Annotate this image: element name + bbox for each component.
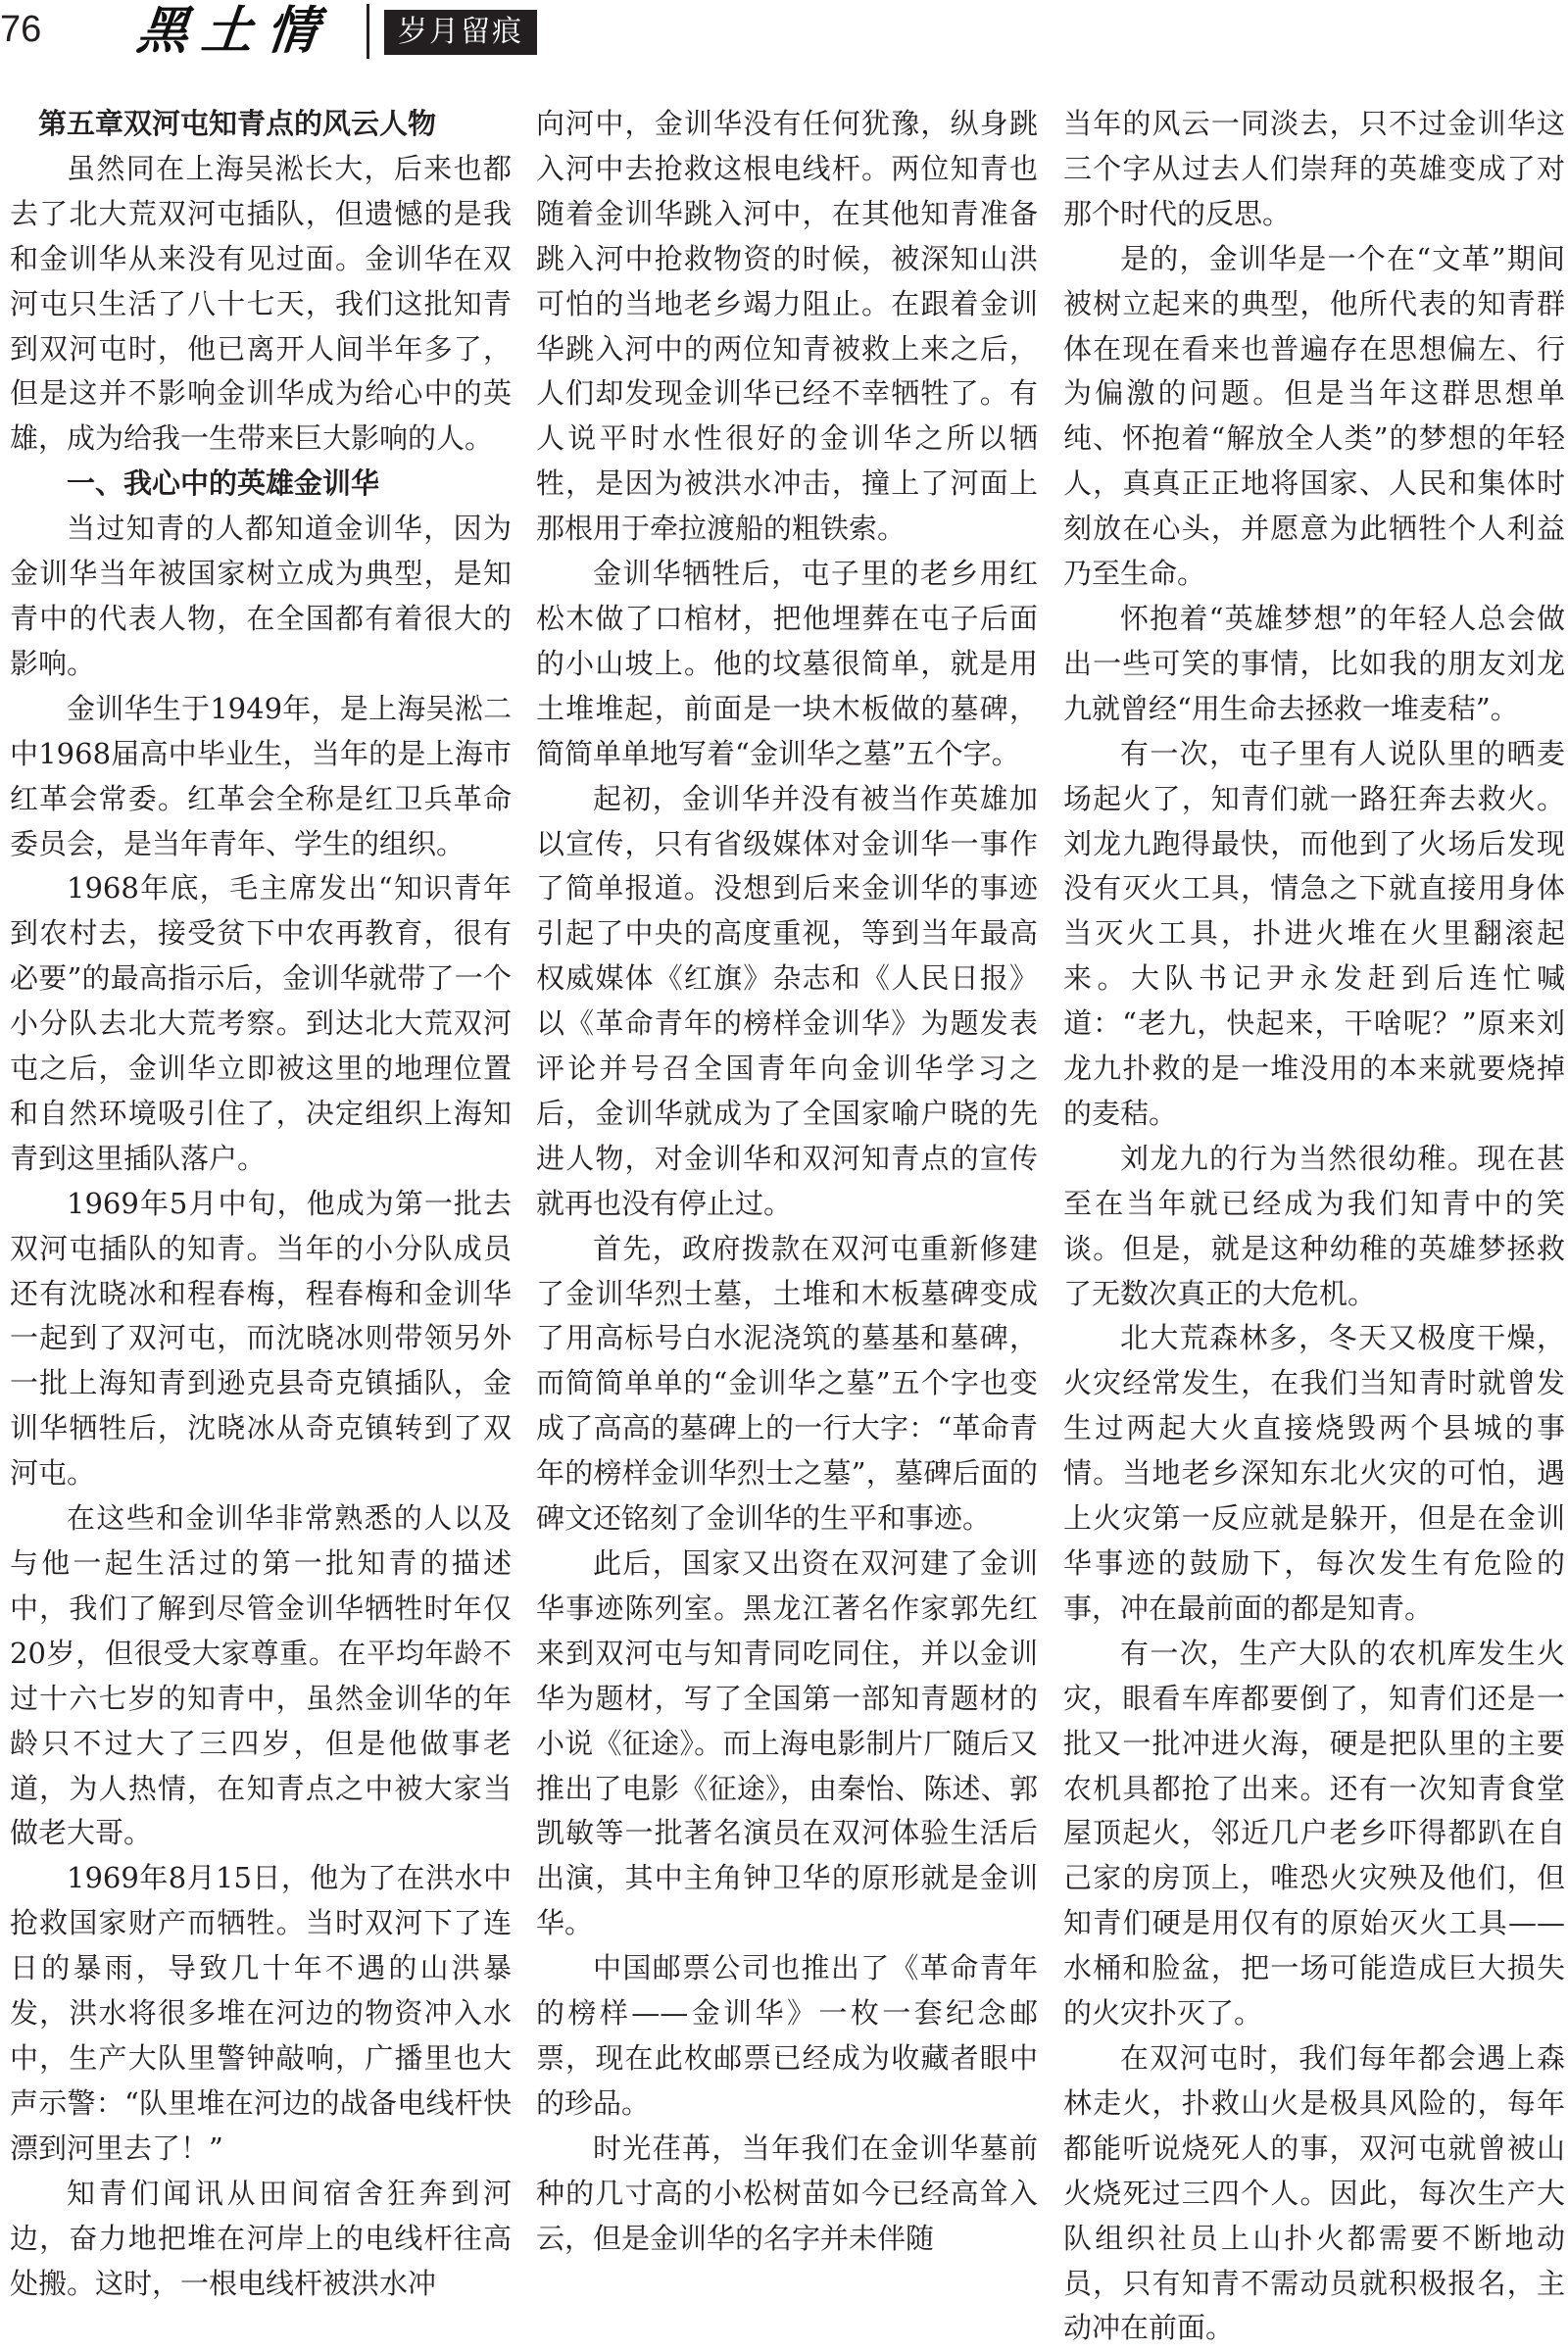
paragraph: 刘龙九的行为当然很幼稚。现在甚至在当年就已经成为我们知青中的笑谈。但是，就是这种幼稚的英雄梦拯救了无数次真正的大危机。 bbox=[1063, 1141, 1565, 1310]
article-column-3 bbox=[1063, 102, 1565, 2351]
paragraph: 怀抱着“英雄梦想”的年轻人总会做出一些可笑的事情，比如我的朋友刘龙九就曾经“用生命去拯救一堆麦秸”。 bbox=[1063, 601, 1565, 725]
paragraph: 在这些和金训华非常熟悉的人以及与他一起生活过的第一批知青的描述中，我们了解到尽管金训华牺牲时年仅20岁，但很受大家尊重。在平均年龄不过十六七岁的知青中，虽然金训华的年龄只不过大了三四岁，但是他做事老道，为人热情，在知青点之中被大家当做老大哥。 bbox=[10, 1501, 512, 1850]
paragraph: 有一次，生产大队的农机库发生火灾，眼看车库都要倒了，知青们还是一批又一批冲进火海，硬是把队里的主要农机具都抢了出来。还有一次知青食堂屋顶起火，邻近几户老乡吓得都趴在自己家的房顶上，唯恐火灾殃及他们，但知青们硬是用仅有的原始灭火工具——水桶和脸盆，把一场可能造成巨大损失的火灾扑灭了。 bbox=[1063, 1636, 1565, 2031]
article-column-2 bbox=[536, 102, 1038, 2262]
page-header bbox=[0, 0, 1568, 78]
paragraph: 中国邮票公司也推出了《革命青年的榜样——金训华》一枚一套纪念邮票，现在此枚邮票已经成为收藏者眼中的珍品。 bbox=[536, 1951, 1038, 2120]
paragraph: 金训华生于1949年，是上海吴淞二中1968届高中毕业生，当年的是上海市红革会常委。红革会全称是红卫兵革命委员会，是当年青年、学生的组织。 bbox=[10, 691, 512, 860]
paragraph: 是的，金训华是一个在“文革”期间被树立起来的典型，他所代表的知青群体在现在看来也普遍存在思想偏左、行为偏激的问题。但是当年这群思想单纯、怀抱着“解放全人类”的梦想的年轻人，真真正正地将国家、人民和集体时刻放在心头，并愿意为此牺牲个人利益乃至生命。 bbox=[1063, 241, 1565, 591]
paragraph: 时光荏苒，当年我们在金训华墓前种的几寸高的小松树苗如今已经高耸入云，但是金训华的名字并未伴随 bbox=[536, 2131, 1038, 2255]
chapter-title: 第五章双河屯知青点的风云人物 bbox=[38, 107, 437, 140]
paragraph: 首先，政府拨款在双河屯重新修建了金训华烈士墓，土堆和木板墓碑变成了用高标号白水泥浇筑的墓基和墓碑，而简简单单的“金训华之墓”五个字也变成了高高的墓碑上的一行大字：“革命青年的榜样金训华烈士之墓”，墓碑后面的碑文还铭刻了金训华的生平和事迹。 bbox=[536, 1231, 1038, 1536]
paragraph: 起初，金训华并没有被当作英雄加以宣传，只有省级媒体对金训华一事作了简单报道。没想到后来金训华的事迹引起了中央的高度重视，等到当年最高权威媒体《红旗》杂志和《人民日报》以《革命青年的榜样金训华》为题发表评论并号召全国青年向金训华学习之后，金训华就成为了全国家喻户晓的先进人物，对金训华和双河知青点的宣传就再也没有停止过。 bbox=[536, 781, 1038, 1220]
paragraph: 向河中，金训华没有任何犹豫，纵身跳入河中去抢救这根电线杆。两位知青也随着金训华跳入河中，在其他知青准备跳入河中抢救物资的时候，被深知山洪可怕的当地老乡竭力阻止。在跟着金训华跳入河中的两位知青被救上来之后，人们却发现金训华已经不幸牺牲了。有人说平时水性很好的金训华之所以牺牲，是因为被洪水冲击，撞上了河面上那根用于牵拉渡船的粗铁索。 bbox=[536, 107, 1038, 546]
header-divider bbox=[367, 4, 369, 59]
paragraph: 此后，国家又出资在双河建了金训华事迹陈列室。黑龙江著名作家郭先红来到双河屯与知青同吃同住，并以金训华为题材，写了全国第一部知青题材的小说《征途》。而上海电影制片厂随后又推出了电影《征途》，由秦怡、陈述、郭凯敏等一批著名演员在双河体验生活后出演，其中主角钟卫华的原形就是金训华。 bbox=[536, 1546, 1038, 1940]
section-tag: 岁月留痕 bbox=[384, 10, 537, 55]
paragraph: 1969年5月中旬，他成为第一批去双河屯插队的知青。当年的小分队成员还有沈晓冰和程春梅，程春梅和金训华一起到了双河屯，而沈晓冰则带领另外一批上海知青到逊克县奇克镇插队，金训华牺牲后，沈晓冰从奇克镇转到了双河屯。 bbox=[10, 1186, 512, 1491]
paragraph: 在双河屯时，我们每年都会遇上森林走火，扑救山火是极具风险的，每年都能听说烧死人的事，双河屯就曾被山火烧死过三四个人。因此，每次生产大队组织社员上山扑火都需要不断地动员，只有知青不需动员就积极报名，主动冲在前面。 bbox=[1063, 2040, 1565, 2345]
paragraph: 北大荒森林多，冬天又极度干燥，火灾经常发生，在我们当知青时就曾发生过两起大火直接烧毁两个县城的事情。当地老乡深知东北火灾的可怕，遇上火灾第一反应就是躲开，但是在金训华事迹的鼓励下，每次发生有危险的事，冲在最前面的都是知青。 bbox=[1063, 1321, 1565, 1625]
paragraph: 1968年底，毛主席发出“知识青年到农村去，接受贫下中农再教育，很有必要”的最高指示后，金训华就带了一个小分队去北大荒考察。到达北大荒双河屯之后，金训华立即被这里的地理位置和自然环境吸引住了，决定组织上海知青到这里插队落户。 bbox=[10, 871, 512, 1175]
paragraph: 当过知青的人都知道金训华，因为金训华当年被国家树立成为典型，是知青中的代表人物，在全国都有着很大的影响。 bbox=[10, 512, 512, 680]
page-number: 76 bbox=[0, 9, 42, 50]
paragraph: 金训华牺牲后，屯子里的老乡用红松木做了口棺材，把他埋葬在屯子后面的小山坡上。他的坟墓很简单，就是用土堆堆起，前面是一块木板做的墓碑，简简单单地写着“金训华之墓”五个字。 bbox=[536, 557, 1038, 770]
paragraph: 1969年8月15日，他为了在洪水中抢救国家财产而牺牲。当时双河下了连日的暴雨，导致几十年不遇的山洪暴发，洪水将很多堆在河边的物资冲入水中，生产大队里警钟敲响，广播里也大声示警：“队里堆在河边的战备电线杆快漂到河里去了！” bbox=[10, 1861, 512, 2165]
paragraph: 有一次，屯子里有人说队里的晒麦场起火了，知青们就一路狂奔去救火。刘龙九跑得最快，而他到了火场后发现没有灭火工具，情急之下就直接用身体当灭火工具，扑进火堆在火里翻滚起来。大队书记尹永发赶到后连忙喊道：“老九，快起来，干啥呢？”原来刘龙九扑救的是一堆没用的本来就要烧掉的麦秸。 bbox=[1063, 736, 1565, 1130]
paragraph: 当年的风云一同淡去，只不过金训华这三个字从过去人们崇拜的英雄变成了对那个时代的反思。 bbox=[1063, 107, 1565, 230]
paragraph: 知青们闻讯从田间宿舍狂奔到河边，奋力地把堆在河岸上的电线杆往高处搬。这时，一根电线杆被洪水冲 bbox=[10, 2176, 512, 2300]
article-column-1 bbox=[10, 102, 512, 2306]
paragraph: 虽然同在上海吴淞长大，后来也都去了北大荒双河屯插队，但遗憾的是我和金训华从来没有见过面。金训华在双河屯只生活了八十七天，我们这批知青到双河屯时，他已离开人间半年多了，但是这并不影响金训华成为给心中的英雄，成为给我一生带来巨大影响的人。 bbox=[10, 151, 512, 456]
magazine-logo: 黑土情 bbox=[133, 1, 335, 61]
section-title: 一、我心中的英雄金训华 bbox=[67, 466, 380, 501]
